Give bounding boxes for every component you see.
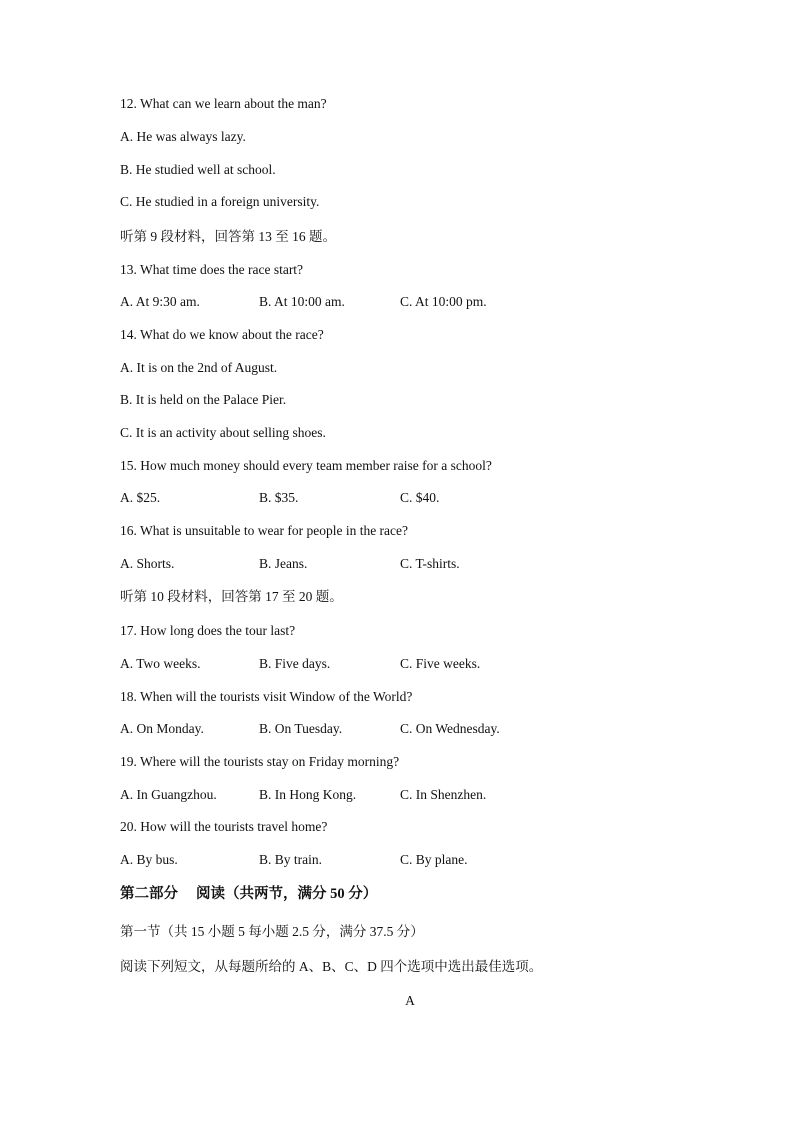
- q20-option-c: C. By plane.: [400, 852, 468, 867]
- question-16: 16. What is unsuitable to wear for people in the race?: [120, 523, 409, 538]
- question-14: 14. What do we know about the race?: [120, 327, 324, 342]
- q17-option-c: C. Five weeks.: [400, 656, 481, 671]
- q19-option-c: C. In Shenzhen.: [400, 787, 487, 802]
- section-one-heading: 第一节（共 15 小题 5 每小题 2.5 分，满分 37.5 分）: [120, 924, 424, 939]
- section-9-instruction: 听第 9 段材料，回答第 13 至 16 题。: [120, 229, 336, 244]
- q12-option-a: A. He was always lazy.: [120, 129, 246, 144]
- q16-option-c: C. T-shirts.: [400, 556, 460, 571]
- q12-option-b: B. He studied well at school.: [120, 162, 276, 177]
- q16-option-b: B. Jeans.: [259, 556, 308, 571]
- question-17: 17. How long does the tour last?: [120, 623, 296, 638]
- question-15: 15. How much money should every team member raise for a school?: [120, 458, 492, 473]
- part-two-title: 阅读（共两节，满分 50 分）: [196, 886, 378, 902]
- question-12: 12. What can we learn about the man?: [120, 96, 327, 111]
- question-13: 13. What time does the race start?: [120, 262, 304, 277]
- reading-instruction: 阅读下列短文，从每题所给的 A、B、C、D 四个选项中选出最佳选项。: [120, 959, 543, 974]
- q12-option-c: C. He studied in a foreign university.: [120, 194, 320, 209]
- q16-option-a: A. Shorts.: [120, 556, 175, 571]
- q14-option-c: C. It is an activity about selling shoes.: [120, 425, 326, 440]
- q19-option-a: A. In Guangzhou.: [120, 787, 217, 802]
- question-18: 18. When will the tourists visit Window of the World?: [120, 689, 413, 704]
- q19-option-b: B. In Hong Kong.: [259, 787, 357, 802]
- part-two-label: 第二部分: [120, 886, 178, 902]
- part-two-heading: [120, 885, 377, 903]
- passage-label: A: [405, 993, 415, 1008]
- q15-option-a: A. $25.: [120, 490, 161, 505]
- q15-option-c: C. $40.: [400, 490, 440, 505]
- q13-option-a: A. At 9:30 am.: [120, 294, 200, 309]
- q20-option-b: B. By train.: [259, 852, 322, 867]
- q13-option-c: C. At 10:00 pm.: [400, 294, 487, 309]
- q17-option-a: A. Two weeks.: [120, 656, 201, 671]
- section-10-instruction: 听第 10 段材料，回答第 17 至 20 题。: [120, 589, 343, 604]
- q14-option-a: A. It is on the 2nd of August.: [120, 360, 278, 375]
- q18-option-a: A. On Monday.: [120, 721, 204, 736]
- q17-option-b: B. Five days.: [259, 656, 331, 671]
- q15-option-b: B. $35.: [259, 490, 299, 505]
- question-20: 20. How will the tourists travel home?: [120, 819, 328, 834]
- q14-option-b: B. It is held on the Palace Pier.: [120, 392, 287, 407]
- question-19: 19. Where will the tourists stay on Friday morning?: [120, 754, 400, 769]
- q18-option-b: B. On Tuesday.: [259, 721, 343, 736]
- q20-option-a: A. By bus.: [120, 852, 178, 867]
- q13-option-b: B. At 10:00 am.: [259, 294, 345, 309]
- q18-option-c: C. On Wednesday.: [400, 721, 500, 736]
